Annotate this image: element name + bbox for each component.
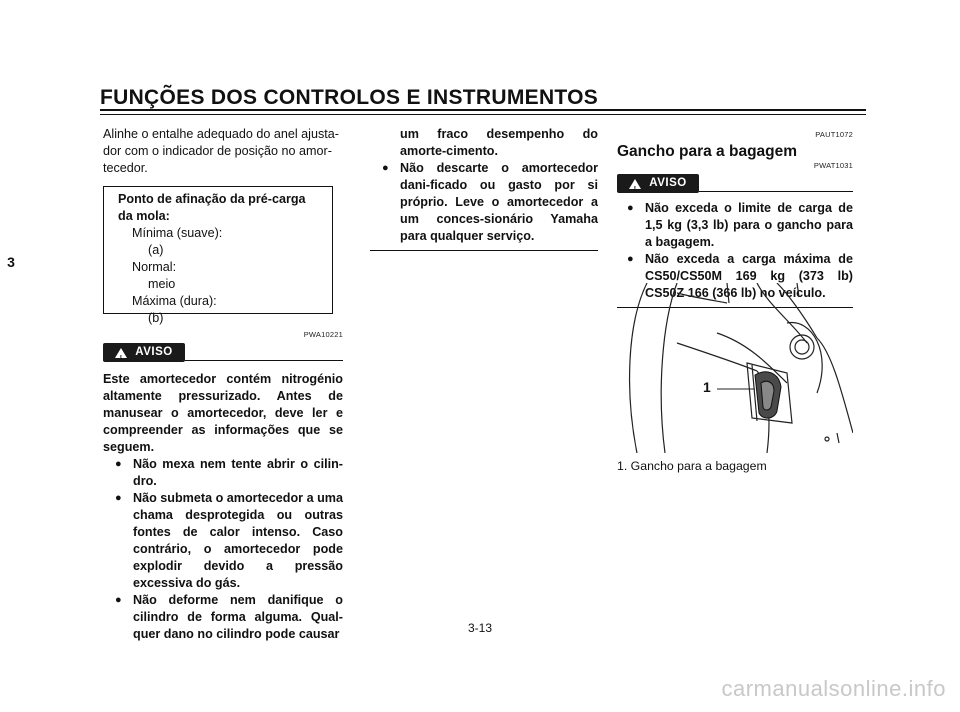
- right-column: [617, 126, 853, 308]
- header-rule: [100, 109, 866, 111]
- spec-title-line-1: Ponto de afinação da pré-carga: [118, 192, 306, 206]
- luggage-hook-illustration: [617, 283, 853, 453]
- spec-label-normal: Normal:: [132, 260, 177, 274]
- warning-code-right: PWAT1031: [813, 161, 853, 170]
- spec-label-min: Mínima (suave):: [132, 226, 223, 240]
- spec-value-normal: meio: [148, 277, 176, 291]
- bullet-text: Não descarte o amortecedor dani-ficado ou gasto por si próprio. Leve o amortecedor a um conces-sionário Yamaha para qualquer serviço.: [400, 161, 598, 243]
- intro-text: [103, 126, 343, 177]
- bullet-dot-icon: ●: [627, 253, 634, 265]
- chapter-tab: 3: [0, 242, 22, 282]
- intro-line-2: dor com o indicador de posição no amor-: [103, 144, 332, 158]
- page-number: 3-13: [467, 621, 493, 635]
- warning-rule-left: [185, 360, 343, 361]
- warning-code-left: PWA10221: [303, 330, 343, 339]
- warning-label-right: AVISO: [649, 177, 687, 189]
- section-code: PAUT1072: [815, 130, 853, 139]
- bullet-text: Não deforme nem danifique o cilindro de forma alguma. Qual-quer dano no cilindro pode causar: [133, 593, 343, 641]
- spec-value-min: (a): [148, 243, 164, 257]
- bullet-text: Não exceda o limite de carga de 1,5 kg (3,3 lb) para o gancho para a bagagem.: [645, 201, 853, 249]
- left-warning: [103, 326, 343, 643]
- bullet-text: Não submeta o amortecedor a uma chama desprotegida ou outras fontes de calor intenso. Caso contrário, o amortecedor pode explodir devido a pressão excessiva do gás.: [133, 491, 343, 590]
- warning-triangle-icon: !: [115, 348, 127, 358]
- spec-value-max: (b): [148, 311, 164, 325]
- bullet-item: [115, 592, 343, 643]
- page-header-title: FUNÇÕES DOS CONTROLOS E INSTRUMENTOS: [100, 86, 599, 109]
- continuation-text: um fraco desempenho do amorte-cimento.: [400, 127, 598, 158]
- warning-badge-right: [617, 174, 699, 193]
- figure-caption: 1. Gancho para a bagagem: [617, 459, 767, 473]
- bullet-item: [115, 456, 343, 490]
- spec-label-max: Máxima (dura):: [132, 294, 217, 308]
- warning-intro: Este amortecedor contém nitrogénio altamente pressurizado. Antes de manusear o amortecedor, deve ler e compreender as informações que se seguem.: [103, 372, 343, 454]
- intro-line-3: tecedor.: [103, 161, 148, 175]
- bullet-dot-icon: ●: [115, 594, 122, 606]
- warning-rule-right: [699, 191, 853, 192]
- figure-callout-number: 1: [703, 379, 711, 395]
- bullet-item: [627, 200, 853, 251]
- luggage-hook-figure: [617, 283, 853, 453]
- bullet-text: Não exceda a carga máxima de CS50/CS50M 169 kg (373 lb) CS50Z 166 (366 lb) no veículo.: [645, 252, 853, 300]
- header-rule-thin: [100, 114, 866, 115]
- bullet-dot-icon: ●: [627, 202, 634, 214]
- warning-label-left: AVISO: [135, 346, 173, 358]
- middle-column: [370, 126, 598, 251]
- bullet-item: [115, 490, 343, 592]
- warning-badge-left: [103, 343, 185, 362]
- bullet-text: Não mexa nem tente abrir o cilin-dro.: [133, 457, 343, 488]
- section-title: Gancho para a bagagem: [617, 143, 798, 160]
- bullet-dot-icon: ●: [115, 492, 122, 504]
- bullet-dot-icon: ●: [382, 162, 389, 174]
- warning-triangle-icon: !: [629, 179, 641, 189]
- spec-box: [103, 186, 333, 325]
- watermark: carmanualsonline.info: [721, 676, 946, 701]
- bullet-item: [370, 160, 598, 245]
- intro-line-1: Alinhe o entalhe adequado do anel ajusta-: [103, 127, 339, 141]
- bullet-dot-icon: ●: [115, 458, 122, 470]
- warning-end-rule: [370, 250, 598, 251]
- left-column: [103, 126, 343, 177]
- spec-title-line-2: da mola:: [118, 209, 170, 223]
